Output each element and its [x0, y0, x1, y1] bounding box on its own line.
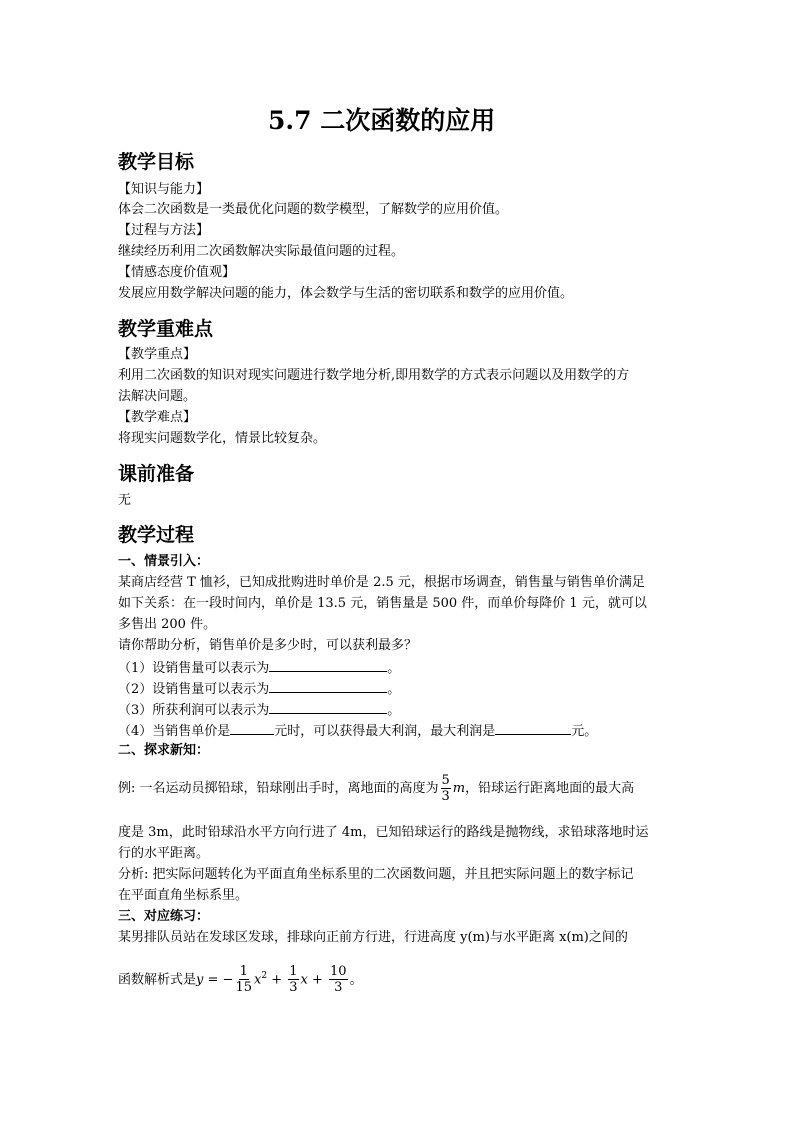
label-difficulty: 【教学难点】 [118, 410, 197, 425]
fraction-numerator: 1 [239, 964, 248, 980]
answer-blank-1 [269, 657, 387, 672]
example-unit: m [452, 781, 466, 796]
question-1 [118, 657, 400, 679]
fraction-numerator: 5 [441, 773, 450, 788]
question-4-text-c: 元。 [571, 724, 598, 739]
question-3 [118, 699, 400, 721]
fraction-one-fifteenth [235, 964, 252, 995]
text-intro-2: 如下关系：在一段时间内，单价是 13.5 元，销售量是 500 件，而单价每降价 1 元，就可以 [118, 596, 647, 611]
question-3-end: 。 [387, 703, 401, 718]
practice-line-2 [118, 958, 363, 998]
analysis-line-2: 在平面直角坐标系里。 [118, 888, 249, 903]
fraction-denominator: 15 [235, 980, 252, 996]
label-focus: 【教学重点】 [118, 347, 197, 362]
label-intro: 一、情景引入： [118, 554, 210, 569]
text-knowledge: 体会二次函数是一类最优化问题的数学模型，了解数学的应用价值。 [118, 202, 509, 217]
heading-process: 教学过程 [118, 524, 195, 546]
text-focus-1: 利用二次函数的知识对现实问题进行数学地分析,即用数学的方式表示问题以及用数学的方 [118, 368, 630, 383]
question-4-text-a: （4）当销售单价是 [118, 724, 231, 739]
text-intro-3: 多售出 200 件。 [118, 617, 217, 632]
fraction-ten-thirds [329, 964, 348, 995]
formula-end: 。 [349, 972, 363, 988]
example-text-b: ，铅球运行距离地面的最大高 [465, 781, 635, 796]
text-focus-2: 法解决问题。 [118, 389, 197, 404]
label-emotion: 【情感态度价值观】 [118, 265, 236, 280]
fraction-numerator: 1 [289, 964, 298, 980]
answer-blank-4a [230, 720, 274, 735]
text-prep: 无 [118, 493, 132, 508]
formula-plus-2: + [307, 972, 328, 988]
formula-y: y [196, 972, 204, 988]
text-question: 请你帮助分析，销售单价是多少时，可以获利最多？ [118, 638, 418, 653]
fraction-denominator: 3 [289, 980, 298, 996]
heading-prep: 课前准备 [118, 463, 195, 485]
heading-goals: 教学目标 [118, 151, 195, 173]
question-2 [118, 678, 400, 700]
formula-equals: = − [203, 972, 234, 988]
fraction-denominator: 3 [441, 789, 450, 804]
answer-blank-2 [269, 678, 387, 693]
practice-text: 函数解析式是 [118, 972, 197, 988]
question-3-text: （3）所获利润可以表示为 [118, 703, 270, 718]
question-4 [118, 720, 597, 742]
answer-blank-3 [269, 699, 387, 714]
formula-exponent: 2 [261, 971, 268, 981]
question-4-text-b: 元时，可以获得最大利润，最大利润是 [274, 724, 496, 739]
analysis-line-1: 分析: 把实际问题转化为平面直角坐标系里的二次函数问题，并且把实际问题上的数字标记 [118, 867, 634, 882]
page-title: 5.7 二次函数的应用 [268, 106, 496, 135]
text-process-method: 继续经历利用二次函数解决实际最值问题的过程。 [118, 244, 405, 259]
formula-x: x [300, 972, 308, 988]
formula-plus-1: + [267, 972, 287, 988]
label-knowledge: 【知识与能力】 [118, 182, 210, 197]
example-line-3: 行的水平距离。 [118, 846, 210, 861]
heading-keypoints: 教学重难点 [118, 318, 214, 340]
fraction-numerator: 10 [330, 964, 347, 980]
text-emotion: 发展应用数学解决问题的能力，体会数学与生活的密切联系和数学的应用价值。 [118, 286, 574, 301]
fraction-denominator: 3 [334, 980, 343, 996]
question-2-text: （2）设销售量可以表示为 [118, 682, 270, 697]
practice-line-1: 某男排队员站在发球区发球，排球向正前方行进，行进高度 y(m)与水平距离 x(m)之间的 [118, 930, 628, 945]
fraction-five-thirds [441, 773, 451, 804]
answer-blank-4b [495, 720, 571, 735]
text-difficulty: 将现实问题数学化，情景比较复杂。 [118, 431, 327, 446]
text-intro-1: 某商店经营 T 恤衫，已知成批购进时单价是 2.5 元，根据市场调查，销售量与销售单价满足 [118, 575, 645, 590]
question-1-text: （1）设销售量可以表示为 [118, 661, 270, 676]
example-line-2: 度是 3m，此时铅球沿水平方向行进了 4m，已知铅球运行的路线是抛物线，求铅球落地时运 [118, 825, 649, 840]
label-process-method: 【过程与方法】 [118, 223, 210, 238]
fraction-one-third [288, 964, 298, 995]
question-2-end: 。 [387, 682, 401, 697]
example-text-a: 例: 一名运动员掷铅球，铅球刚出手时，离地面的高度为 [118, 781, 439, 796]
example-line-1 [118, 772, 634, 806]
formula-x-squared: x [253, 972, 262, 988]
label-explore: 二、探求新知： [118, 743, 210, 758]
label-practice: 三、对应练习： [118, 909, 210, 924]
question-1-end: 。 [387, 661, 401, 676]
